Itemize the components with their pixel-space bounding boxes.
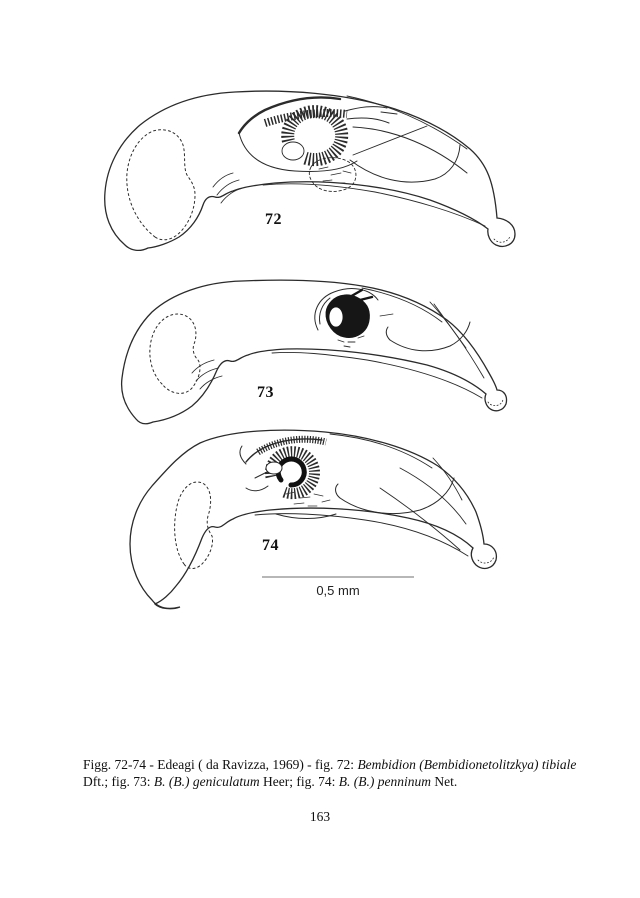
scale-bar-label: 0,5 mm: [316, 583, 360, 598]
caption-species-name: B. (B.) geniculatum: [153, 773, 260, 789]
scale-bar-line: [262, 576, 414, 578]
caption-line-1: [83, 757, 583, 774]
caption-line-2: [83, 774, 583, 791]
caption-text: Figg. 72-74 - Edeagi ( da Ravizza, 1969) - fig. 72:: [83, 757, 358, 772]
caption-species-name: B. (B.) penninum: [338, 773, 431, 789]
figure-73-drawing: [112, 278, 532, 428]
figure-74-label: 74: [262, 537, 279, 554]
figure-72-drawing: [95, 87, 535, 259]
caption-species-name: Bembidion (Bembidionetolitzkya) tibiale: [357, 757, 577, 772]
figure-caption: [83, 757, 583, 790]
page-number: 163: [309, 809, 331, 824]
caption-text: Heer; fig. 74:: [259, 773, 339, 789]
figure-72-label: 72: [265, 211, 282, 228]
caption-text: Dft.; fig. 73:: [83, 773, 154, 789]
figure-73-label: 73: [257, 384, 274, 401]
caption-text: Net.: [430, 773, 458, 789]
